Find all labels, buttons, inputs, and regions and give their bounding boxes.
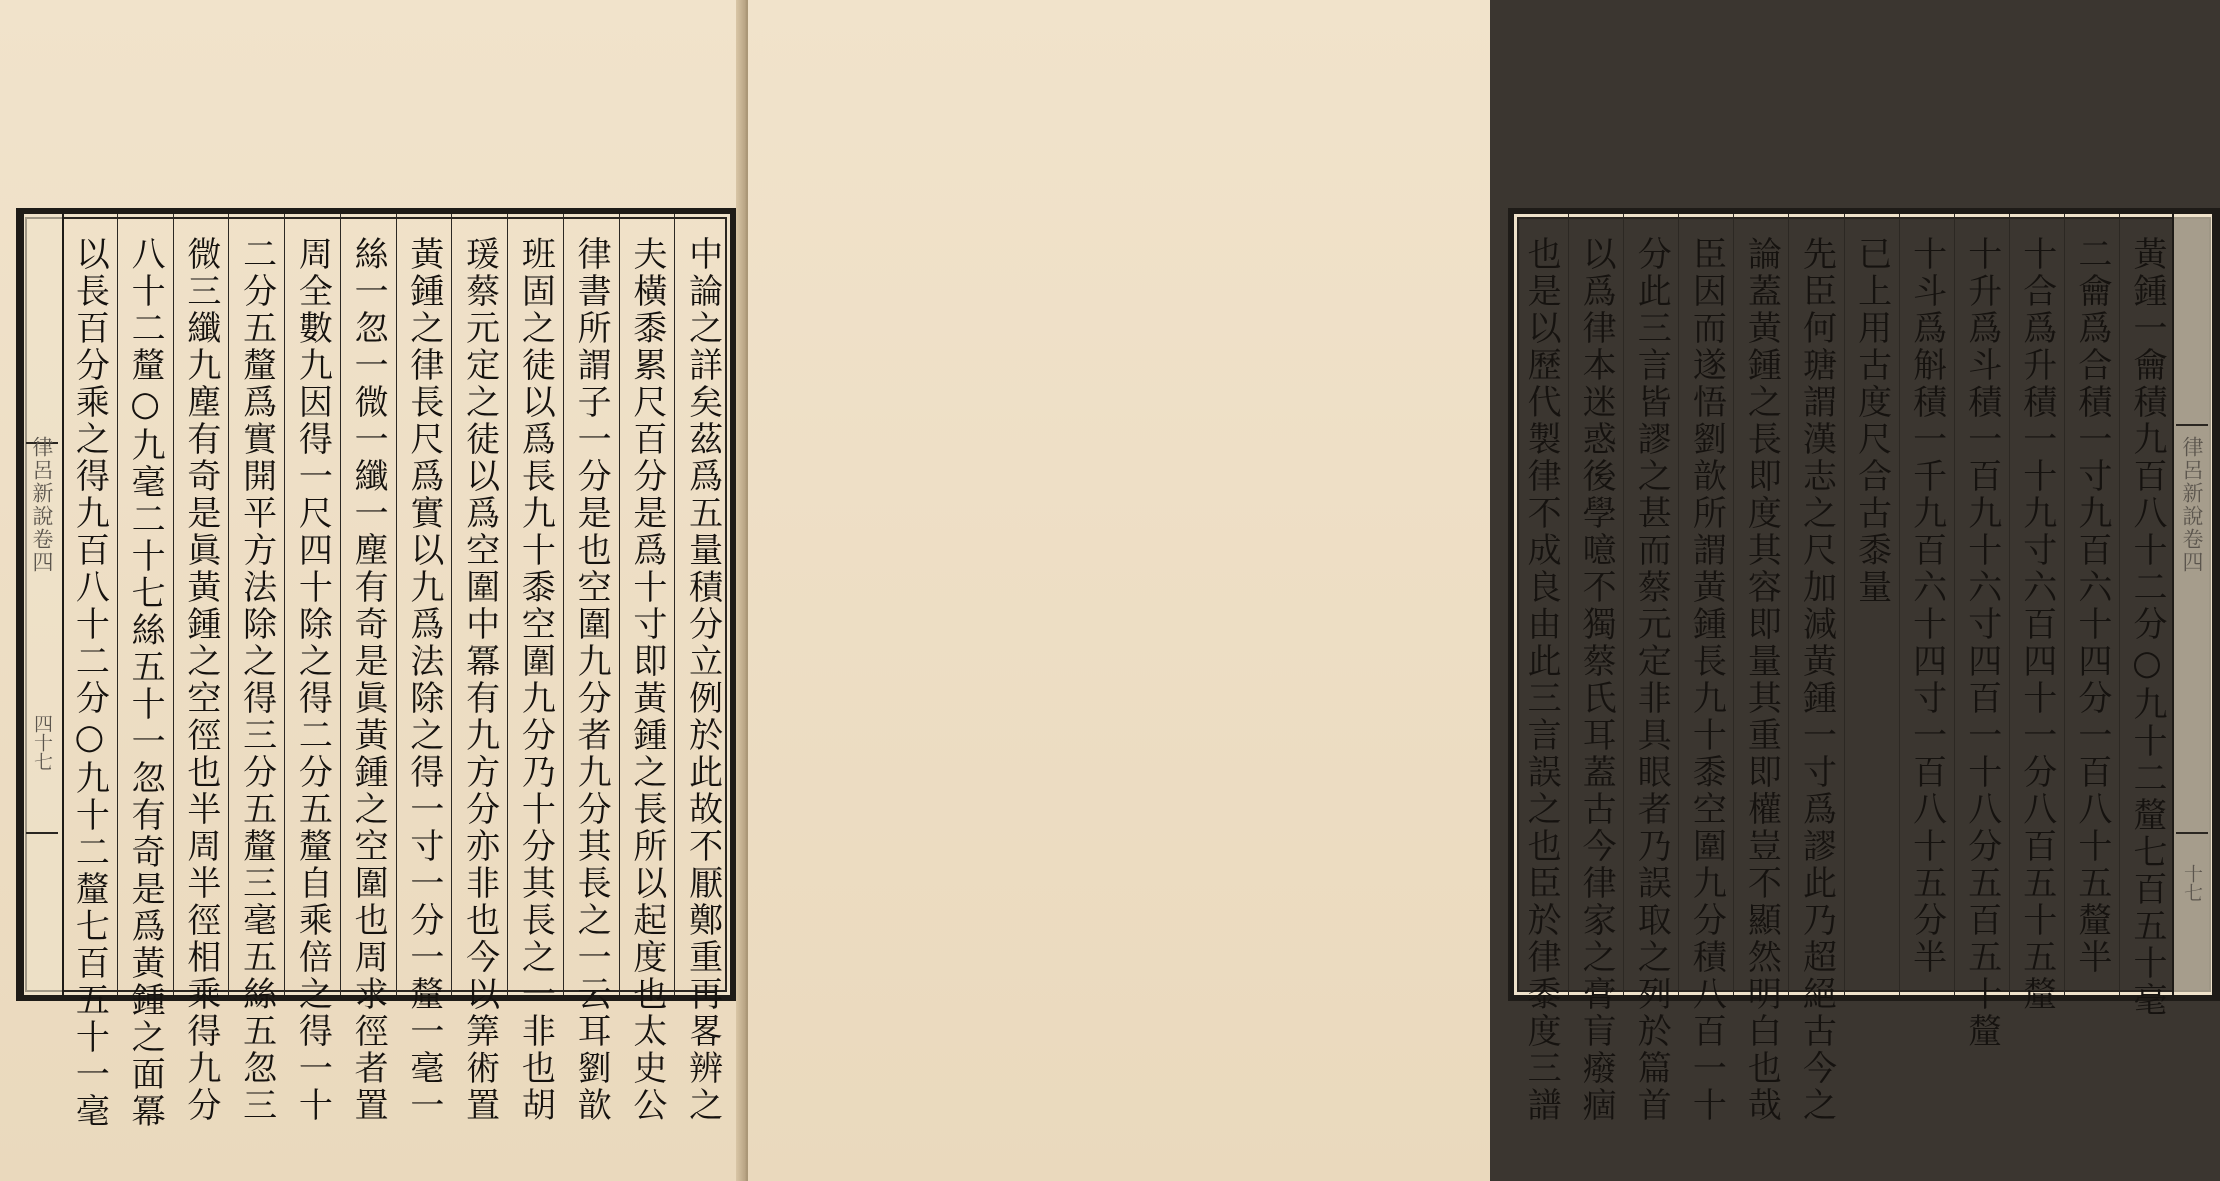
left-text-columns	[62, 214, 730, 1130]
column-text: 分此三言皆謬之甚而蔡元定非具眼者乃誤取之列於篇首	[1631, 236, 1672, 1124]
column-text: 八十二釐○九毫二十七絲五十一忽有奇是爲黃鍾之面冪	[125, 236, 166, 1130]
text-column	[1844, 214, 1899, 995]
left-folio-number: 四十七	[31, 714, 53, 771]
text-column	[340, 214, 396, 1124]
text-column	[1568, 214, 1623, 1124]
text-column	[1678, 214, 1733, 1124]
column-text: 以長百分乘之得九百八十二分○九十二釐七百五十一毫	[69, 236, 110, 1130]
text-column	[1788, 214, 1843, 1124]
column-text: 微三纖九塵有奇是眞黃鍾之空徑也半周半徑相乘得九分	[180, 236, 221, 1124]
fishtail-mark-icon	[26, 832, 58, 856]
right-page-border-frame	[1508, 208, 2220, 1124]
column-text: 也是以歷代製律不成良由此三言誤之也臣於律黍度三譜	[1521, 236, 1562, 1124]
fishtail-mark-icon	[2176, 832, 2208, 856]
column-text: 黃鍾一龠積九百八十二分○九十二釐七百五十毫	[2126, 236, 2167, 1019]
column-text: 以爲律本迷惑後學噫不獨蔡氏耳蓋古今律家之膏肓癈痼	[1576, 236, 1617, 1124]
right-page-spine-column	[2172, 214, 2214, 995]
right-text-columns	[1514, 214, 2174, 1124]
right-spine-title: 律呂新說卷四	[2180, 436, 2204, 574]
text-column	[2119, 214, 2174, 1019]
column-text: 二龠爲合積一寸九百六十四分一百八十五釐半	[2071, 236, 2112, 976]
text-column	[451, 214, 507, 1124]
text-column	[563, 214, 619, 1124]
column-text: 中論之詳矣茲爲五量積分立例於此故不厭鄭重再畧辨之	[682, 236, 723, 1124]
column-text: 十合爲升積一十九寸六百四十一分八百五十五釐	[2016, 236, 2057, 1013]
column-text: 先臣何瑭謂漢志之尺加減黃鍾一寸爲謬此乃超絕古今之	[1796, 236, 1837, 1124]
column-text: 律書所謂子一分是也空圍九分者九分其長之一云耳劉歆	[571, 236, 612, 1124]
text-column	[619, 214, 675, 1124]
text-column	[1899, 214, 1954, 995]
text-column	[117, 214, 173, 1130]
column-text: 夫橫黍累尺百分是爲十寸即黃鍾之長所以起度也太史公	[626, 236, 667, 1124]
text-column	[228, 214, 284, 1124]
text-column	[396, 214, 452, 1124]
text-column	[62, 214, 117, 1130]
left-page-spine-column	[22, 214, 64, 995]
text-column	[1623, 214, 1678, 1124]
text-column	[507, 214, 563, 1124]
left-spine-title: 律呂新說卷四	[30, 436, 54, 574]
text-column	[1954, 214, 2009, 1050]
text-column	[2064, 214, 2119, 995]
column-text: 周全數九因得一尺四十除之得二分五釐自乘倍之得一十	[292, 236, 333, 1124]
text-column	[173, 214, 229, 1124]
text-column	[1514, 214, 1568, 1124]
right-page	[748, 0, 2204, 1181]
column-text: 十升爲斗積一百九十六寸四百一十八分五百五十釐	[1961, 236, 2002, 1050]
column-text: 絲一忽一微一纖一塵有奇是眞黃鍾之空圍也周求徑者置	[348, 236, 389, 1124]
left-page-border-frame	[16, 208, 736, 1130]
text-column	[674, 214, 730, 1124]
column-text: 臣因而遂悟劉歆所謂黃鍾長九十黍空圍九分積八百一十	[1686, 236, 1727, 1124]
right-folio-number: 十七	[2181, 864, 2203, 902]
column-text: 二分五釐爲實開平方法除之得三分五釐三毫五絲五忽三	[236, 236, 277, 1124]
text-column	[1733, 214, 1788, 1124]
text-column	[2009, 214, 2064, 1013]
column-text: 十斗爲斛積一千九百六十四寸一百八十五分半	[1906, 236, 1947, 976]
left-page	[0, 0, 744, 1181]
column-text: 班固之徒以爲長九十黍空圍九分乃十分其長之一非也胡	[515, 236, 556, 1124]
column-text: 瑗蔡元定之徒以爲空圍中冪有九方分亦非也今以筭術置	[459, 236, 500, 1124]
column-text: 黃鍾之律長尺爲實以九爲法除之得一寸一分一釐一毫一	[403, 236, 444, 1124]
text-column	[284, 214, 340, 1124]
column-text: 論蓋黃鍾之長即度其容即量其重即權豈不顯然明白也哉	[1741, 236, 1782, 1124]
column-text: 已上用古度尺合古黍量	[1851, 236, 1892, 606]
